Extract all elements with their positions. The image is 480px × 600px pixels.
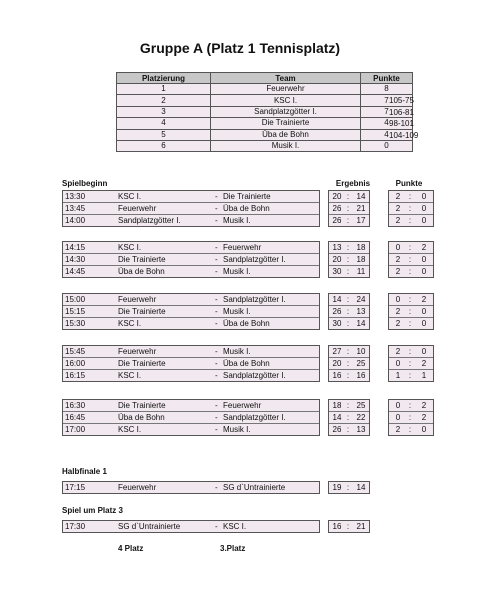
semifinal-label: Halbfinale 1 (62, 467, 107, 476)
standings-row (117, 106, 413, 117)
points-colon: : (408, 413, 412, 422)
score-away: 25 (356, 359, 366, 368)
points-colon: : (408, 204, 412, 213)
page-title: Gruppe A (Platz 1 Tennisplatz) (139, 40, 341, 56)
vs-dash: - (215, 295, 218, 304)
points-home: 2 (395, 216, 401, 225)
points-block (388, 399, 434, 436)
score-home: 18 (332, 401, 342, 410)
score-away: 21 (356, 204, 366, 213)
points-home: 2 (395, 204, 401, 213)
score-row (329, 358, 369, 370)
punkte-header: Punkte (395, 179, 423, 188)
game-time: 13:45 (65, 204, 86, 213)
points-home: 2 (395, 267, 401, 276)
score-home: 26 (332, 425, 342, 434)
points-away: 0 (421, 267, 427, 276)
points-row (389, 400, 433, 412)
vs-dash: - (215, 483, 218, 492)
points-away: 2 (421, 295, 427, 304)
game-row (63, 424, 319, 435)
score-row (329, 412, 369, 424)
points-away: 0 (421, 204, 427, 213)
standings-points: 7 (361, 106, 413, 117)
standings-row (117, 95, 413, 106)
score-home: 20 (332, 255, 342, 264)
points-colon: : (408, 401, 412, 410)
home-team: KSC I. (118, 319, 142, 328)
score-away: 10 (356, 347, 366, 356)
home-team: KSC I. (118, 192, 142, 201)
score-colon: : (346, 359, 350, 368)
game-time: 14:30 (65, 255, 86, 264)
game-time: 17:15 (65, 483, 86, 492)
home-team: Feuerwehr (118, 204, 157, 213)
score-block (328, 399, 370, 436)
score-colon: : (346, 413, 350, 422)
game-row (63, 215, 319, 226)
score-away: 11 (356, 267, 366, 276)
score-away: 24 (356, 295, 366, 304)
game-row (63, 266, 319, 277)
semifinal-score (328, 481, 370, 494)
score-colon: : (346, 267, 350, 276)
game-time: 15:30 (65, 319, 86, 328)
standings-row (117, 129, 413, 140)
points-colon: : (408, 255, 412, 264)
points-away: 0 (421, 216, 427, 225)
game-time: 16:45 (65, 413, 86, 422)
score-row (329, 203, 369, 215)
points-away: 0 (421, 425, 427, 434)
standings-row (117, 84, 413, 95)
points-home: 0 (395, 243, 401, 252)
points-row (389, 242, 433, 254)
away-team: KSC I. (223, 522, 247, 531)
score-row (329, 215, 369, 226)
third-place-score (328, 520, 370, 533)
standings-points: 4 (361, 118, 413, 129)
points-away: 2 (421, 401, 427, 410)
game-row (63, 254, 319, 266)
score-home: 30 (332, 267, 342, 276)
game-row (63, 346, 319, 358)
points-away: 0 (421, 319, 427, 328)
points-home: 2 (395, 255, 401, 264)
third-place-row (62, 520, 320, 533)
score-colon: : (346, 243, 350, 252)
points-row (389, 370, 433, 381)
score-row (329, 318, 369, 329)
away-team: Musik I. (223, 347, 251, 356)
score-away: 18 (356, 255, 366, 264)
standings-team: Feuerwehr (211, 84, 361, 95)
points-row (389, 191, 433, 203)
points-row (389, 318, 433, 329)
game-row (63, 358, 319, 370)
score-block (328, 345, 370, 382)
score-row (329, 306, 369, 318)
vs-dash: - (215, 255, 218, 264)
points-row (389, 254, 433, 266)
score-row (329, 370, 369, 381)
away-team: Üba de Bohn (223, 319, 270, 328)
score-home: 19 (332, 483, 342, 492)
away-team: Sandplatzgötter I. (223, 295, 286, 304)
score-home: 14 (332, 413, 342, 422)
points-colon: : (408, 192, 412, 201)
games-label: Spielbeginn (62, 179, 108, 188)
score-row (329, 266, 369, 277)
vs-dash: - (215, 371, 218, 380)
score-away: 13 (356, 307, 366, 316)
score-row (329, 191, 369, 203)
score-block (328, 190, 370, 227)
home-team: Feuerwehr (118, 483, 157, 492)
points-block (388, 190, 434, 227)
points-colon: : (408, 216, 412, 225)
standings-team: Üba de Bohn (211, 129, 361, 140)
score-home: 20 (332, 192, 342, 201)
point-difference: 105-75 (389, 95, 414, 105)
footer-fourth-place: 4 Platz (118, 544, 144, 553)
score-home: 26 (332, 307, 342, 316)
score-block (328, 241, 370, 278)
score-colon: : (346, 255, 350, 264)
vs-dash: - (215, 522, 218, 531)
points-home: 1 (395, 371, 401, 380)
score-away: 25 (356, 401, 366, 410)
score-home: 30 (332, 319, 342, 328)
points-home: 0 (395, 295, 401, 304)
score-colon: : (346, 347, 350, 356)
home-team: Die Trainierte (118, 307, 166, 316)
score-row (329, 242, 369, 254)
vs-dash: - (215, 359, 218, 368)
game-row (63, 294, 319, 306)
semifinal-row (62, 481, 320, 494)
away-team: Die Trainierte (223, 192, 271, 201)
standings-place: 1 (117, 84, 211, 95)
standings-place: 3 (117, 106, 211, 117)
points-row (389, 294, 433, 306)
away-team: Sandplatzgötter I. (223, 371, 286, 380)
home-team: Die Trainierte (118, 359, 166, 368)
points-home: 2 (395, 347, 401, 356)
home-team: Die Trainierte (118, 401, 166, 410)
game-row (63, 191, 319, 203)
standings-place: 5 (117, 129, 211, 140)
score-away: 14 (356, 319, 366, 328)
standings-points: 4 (361, 129, 413, 140)
standings-points: 0 (361, 140, 413, 151)
game-row (63, 306, 319, 318)
home-team: Sandplatzgötter I. (118, 216, 181, 225)
points-colon: : (408, 371, 412, 380)
points-home: 2 (395, 319, 401, 328)
game-block (62, 241, 320, 278)
score-colon: : (346, 425, 350, 434)
game-row (63, 370, 319, 381)
points-row (389, 203, 433, 215)
home-team: Feuerwehr (118, 295, 157, 304)
score-home: 14 (332, 295, 342, 304)
home-team: Die Trainierte (118, 255, 166, 264)
standings-row (117, 140, 413, 151)
vs-dash: - (215, 307, 218, 316)
points-home: 2 (395, 192, 401, 201)
ergebnis-header: Ergebnis (335, 179, 371, 188)
score-colon: : (346, 483, 350, 492)
standings-team: Musik I. (211, 140, 361, 151)
third-place-label: Spiel um Platz 3 (62, 506, 123, 515)
game-time: 16:00 (65, 359, 86, 368)
points-away: 0 (421, 255, 427, 264)
standings-place: 6 (117, 140, 211, 151)
standings-place: 2 (117, 95, 211, 106)
points-colon: : (408, 319, 412, 328)
score-row (329, 294, 369, 306)
score-colon: : (346, 401, 350, 410)
vs-dash: - (215, 425, 218, 434)
score-home: 20 (332, 359, 342, 368)
score-home: 26 (332, 204, 342, 213)
game-time: 13:30 (65, 192, 86, 201)
standings-team: Sandplatzgötter I. (211, 106, 361, 117)
points-away: 2 (421, 413, 427, 422)
standings-team: KSC I. (211, 95, 361, 106)
standings-place: 4 (117, 118, 211, 129)
score-away: 13 (356, 425, 366, 434)
vs-dash: - (215, 267, 218, 276)
score-row (329, 254, 369, 266)
game-time: 17:00 (65, 425, 86, 434)
score-away: 16 (356, 371, 366, 380)
game-time: 16:15 (65, 371, 86, 380)
away-team: Üba de Bohn (223, 204, 270, 213)
score-colon: : (346, 319, 350, 328)
points-colon: : (408, 295, 412, 304)
score-home: 13 (332, 243, 342, 252)
score-away: 14 (356, 483, 366, 492)
score-home: 27 (332, 347, 342, 356)
points-away: 0 (421, 347, 427, 356)
points-block (388, 293, 434, 330)
score-home: 16 (332, 522, 342, 531)
home-team: Üba de Bohn (118, 413, 165, 422)
points-row (389, 266, 433, 277)
points-colon: : (408, 307, 412, 316)
away-team: Feuerwehr (223, 401, 262, 410)
points-home: 2 (395, 425, 401, 434)
points-row (389, 358, 433, 370)
vs-dash: - (215, 401, 218, 410)
away-team: Sandplatzgötter I. (223, 255, 286, 264)
game-row (63, 400, 319, 412)
score-colon: : (346, 295, 350, 304)
score-row (329, 400, 369, 412)
vs-dash: - (215, 243, 218, 252)
home-team: KSC I. (118, 425, 142, 434)
standings-team: Die Trainierte (211, 118, 361, 129)
standings-row (117, 118, 413, 129)
away-team: Üba de Bohn (223, 359, 270, 368)
points-colon: : (408, 243, 412, 252)
vs-dash: - (215, 319, 218, 328)
score-row (329, 424, 369, 435)
vs-dash: - (215, 413, 218, 422)
score-away: 14 (356, 192, 366, 201)
points-home: 0 (395, 401, 401, 410)
points-home: 2 (395, 307, 401, 316)
game-row (63, 242, 319, 254)
game-time: 15:15 (65, 307, 86, 316)
points-home: 0 (395, 413, 401, 422)
points-away: 1 (421, 371, 427, 380)
vs-dash: - (215, 204, 218, 213)
point-difference: 106-81 (389, 107, 414, 117)
game-time: 16:30 (65, 401, 86, 410)
away-team: SG d`Untrainierte (223, 483, 286, 492)
home-team: Feuerwehr (118, 347, 157, 356)
game-row (63, 412, 319, 424)
standings-points: 7 (361, 95, 413, 106)
points-colon: : (408, 359, 412, 368)
away-team: Sandplatzgötter I. (223, 413, 286, 422)
vs-dash: - (215, 347, 218, 356)
points-row (389, 346, 433, 358)
game-time: 14:15 (65, 243, 86, 252)
header-place: Platzierung (117, 73, 211, 84)
away-team: Musik I. (223, 425, 251, 434)
score-block (328, 293, 370, 330)
points-away: 0 (421, 307, 427, 316)
score-colon: : (346, 192, 350, 201)
home-team: Üba de Bohn (118, 267, 165, 276)
points-away: 2 (421, 243, 427, 252)
standings-table (116, 72, 413, 152)
header-points: Punkte (361, 73, 413, 84)
home-team: KSC I. (118, 371, 142, 380)
footer-third-place: 3.Platz (220, 544, 246, 553)
score-away: 21 (356, 522, 366, 531)
away-team: Musik I. (223, 216, 251, 225)
points-away: 2 (421, 359, 427, 368)
game-block (62, 399, 320, 436)
points-colon: : (408, 267, 412, 276)
point-difference: 104-109 (389, 131, 419, 141)
game-block (62, 190, 320, 227)
points-away: 0 (421, 192, 427, 201)
standings-points: 8 (361, 84, 413, 95)
game-time: 15:00 (65, 295, 86, 304)
score-colon: : (346, 307, 350, 316)
away-team: Musik I. (223, 267, 251, 276)
score-colon: : (346, 371, 350, 380)
away-team: Musik I. (223, 307, 251, 316)
game-time: 17:30 (65, 522, 86, 531)
score-home: 26 (332, 216, 342, 225)
vs-dash: - (215, 192, 218, 201)
points-colon: : (408, 425, 412, 434)
score-away: 17 (356, 216, 366, 225)
point-difference: 98-101 (389, 119, 414, 129)
points-block (388, 345, 434, 382)
vs-dash: - (215, 216, 218, 225)
points-home: 0 (395, 359, 401, 368)
game-block (62, 293, 320, 330)
points-row (389, 306, 433, 318)
score-away: 22 (356, 413, 366, 422)
score-home: 16 (332, 371, 342, 380)
header-team: Team (211, 73, 361, 84)
points-colon: : (408, 347, 412, 356)
score-away: 18 (356, 243, 366, 252)
game-time: 14:00 (65, 216, 86, 225)
score-colon: : (346, 204, 350, 213)
game-block (62, 345, 320, 382)
points-block (388, 241, 434, 278)
points-row (389, 424, 433, 435)
game-time: 15:45 (65, 347, 86, 356)
game-row (63, 318, 319, 329)
points-row (389, 215, 433, 226)
home-team: SG d`Untrainierte (118, 522, 181, 531)
game-time: 14:45 (65, 267, 86, 276)
score-row (329, 346, 369, 358)
points-row (389, 412, 433, 424)
score-colon: : (346, 216, 350, 225)
away-team: Feuerwehr (223, 243, 262, 252)
game-row (63, 203, 319, 215)
home-team: KSC I. (118, 243, 142, 252)
score-colon: : (346, 522, 350, 531)
